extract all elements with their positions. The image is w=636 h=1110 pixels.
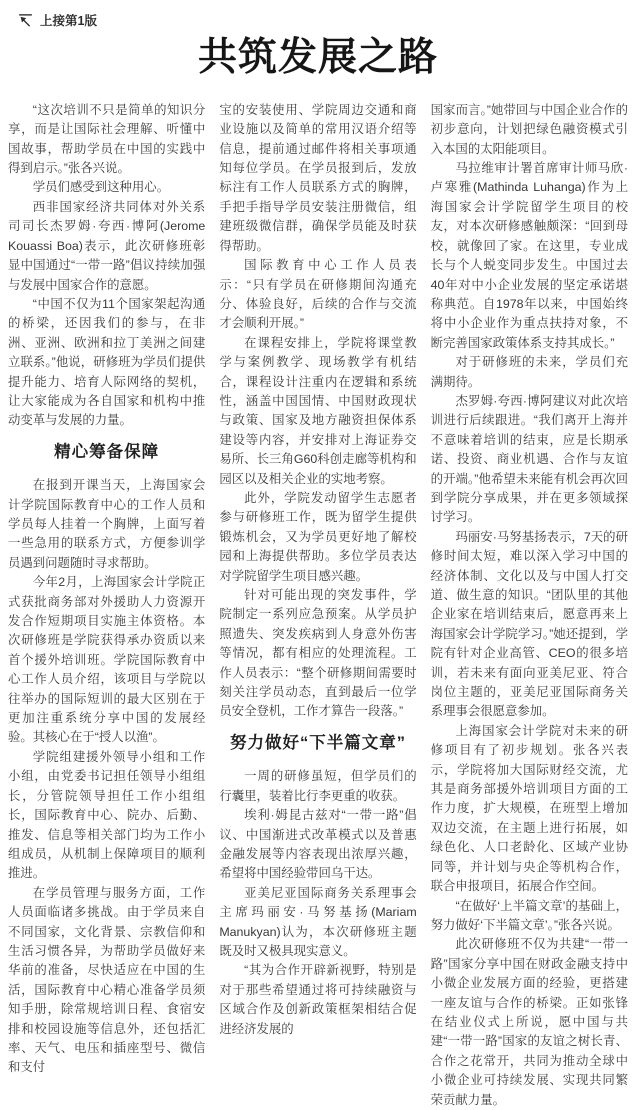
paragraph: 在报到开课当天，上海国家会计学院国际教育中心的工作人员和学员每人挂着一个胸牌，上面写着一些急用的联系方式，方便参训学员遇到问题随时寻求帮助。 [8,478,206,570]
article-column-1 [8,101,205,1078]
paragraph: 玛丽安·马努基扬表示，7天的研修时间太短，难以深入学习中国的经济体制、文化以及与中国人打交道、做生意的知识。“团队里的其他企业家在培训结束后，愿意再来上海国家会计学院学习。”她还提到，学院有针对企业高管、CEO的很多培训，若未来有面向亚美尼亚、符合岗位主题的，亚美尼亚国际商务关系理事会很愿意参加。 [430,529,628,719]
paragraph: 马拉维审计署首席审计师马欣·卢寒雅(Mathinda Luhanga)作为上海国家会计学院留学生项目的校友，对本次研修感触颇深：“回到母校，就像回了家。在这里，专业成长与个人蜕变同步发生。中国过去40年对中小企业发展的坚定承诺堪称典范。自1978年以来，中国始终将中小企业作为重点扶持对象，不断完善国家政策体系支持其成长。” [430,161,628,350]
article-column-3 [431,101,628,1110]
section-heading: 精心筹备保障 [54,442,160,461]
paragraph: “中国不仅为11个国家架起沟通的桥梁，还因我们的参与，在非洲、亚洲、欧洲和拉丁美洲之间建立联系。”他说，研修班为学员们提供提升能力、培育人际网络的契机，让大家能成为各自国家和机构中推动变革与发展的力量。 [8,296,206,428]
article-body [8,101,628,1110]
paragraph: 此外，学院发动留学生志愿者参与研修班工作，既为留学生提供锻炼机会，又为学员更好地了解校园和上海提供帮助。多位学员表达对学院留学生项目感兴趣。 [219,490,417,583]
paragraph: “在做好‘上半篇文章’的基础上，努力做好‘下半篇文章’。”张各兴说。 [430,898,628,932]
paragraph: 上海国家会计学院对未来的研修项目有了初步规划。张各兴表示，学院将加大国际财经交流，尤其是商务部援外培训项目方面的工作力度，扩大规模，在班型上增加双边交流，在主题上进行拓展，如绿色化、人口老龄化、区域产业协同等，并计划与央企等机构合作，联合申报项目，拓展合作空间。 [430,723,628,894]
paragraph-continuation: 国家而言。”她带回与中国企业合作的初步意向，计划把绿色融资模式引入本国的太阳能项目。 [430,102,628,156]
paragraph: 在课程安排上，学院将课堂教学与案例教学、现场教学有机结合，课程设计注重内在逻辑和系统性，涵盖中国国情、中国财政现状与政策、国家及地方融资担保体系建设等内容，并安排对上海证券交易所、长三角G60科创走廊等机构和园区以及相关企业的实地考察。 [219,335,417,486]
article-column-2 [219,101,416,1039]
continued-from-label: 上接第1版 [40,14,97,28]
paragraph: 学员们感受到这种用心。 [32,180,170,195]
paragraph: “其为合作开辟新视野，特别是对于那些希望通过将可持续融资与区域合作及创新政策框架相结合促进经济发展的 [219,963,417,1036]
section-heading: 努力做好“下半篇文章” [229,733,406,752]
continued-from-tag [8,8,628,30]
paragraph: 今年2月，上海国家会计学院正式获批商务部对外援助人力资源开发合作短期项目实施主体资格。本次研修班是学院获得承办资质以来首个援外培训班。学院国际教育中心工作人员介绍，该项目与学院以往举办的国际短训的最大区别在于更加注重系统分享中国的发展经验。其核心在于“授人以渔”。 [8,575,206,745]
paragraph-continuation: 宝的安装使用、学院周边交通和商业设施以及简单的常用汉语介绍等信息，提前通过邮件将相关事项通知每位学员。在学员报到后，发放标注有工作人员联系方式的胸牌，手把手指导学员安装注册微信，组建班级微信群，确保学员能及时获得帮助。 [219,102,417,253]
continued-arrow-icon [18,13,33,28]
paragraph: 在学员管理与服务方面，工作人员面临诸多挑战。由于学员来自不同国家，文化背景、宗教信仰和生活习惯各异，为帮助学员做好来华前的准备，尽快适应在中国的生活，国际教育中心精心准备学员须知手册，除常规培训日程、食宿安排和校园设施等信息外，还包括汇率、天气、电压和插座型号、微信和支付 [8,885,206,1075]
paragraph: “这次培训不只是简单的知识分享，而是让国际社会理解、听懂中国故事，帮助学员在中国的实践中得到启示。”张各兴说。 [8,102,206,176]
paragraph: 针对可能出现的突发事件，学院制定一系列应急预案。从学员护照遗失、突发疾病到人身意外伤害等情况，都有相应的处理流程。工作人员表示：“整个研修期间需要时刻关注学员动态，直到最后一位学员安全登机，工作才算告一段落。” [219,588,417,719]
paragraph: 此次研修班不仅为共建“一带一路”国家分享中国在财政金融支持中小微企业发展方面的经验，更搭建一座友谊与合作的桥梁。正如张锋在结业仪式上所说，愿中国与共建“一带一路”国家的友谊之树长青、合作之花常开，共同为推动全球中小微企业可持续发展、实现共同繁荣贡献力量。 [430,937,628,1107]
paragraph: 西非国家经济共同体对外关系司司长杰罗姆·夸西·博阿(Jerome Kouassi Boa)表示，此次研修班彰显中国通过“一带一路”倡议持续加强与发展中国家合作的意愿。 [8,199,206,292]
paragraph: 对于研修班的未来，学员们充满期待。 [430,355,628,389]
paragraph: 埃利·姆昆古兹对“一带一路”倡议、中国渐进式改革模式以及普惠金融发展等内容表现出浓厚兴趣，希望将中国经验带回乌干达。 [219,808,417,881]
paragraph: 亚美尼亚国际商务关系理事会主席玛丽安·马努基扬(Mariam Manukyan)认为，本次研修班主题既及时又极具现实意义。 [219,885,417,958]
article-title: 共筑发展之路 [197,36,438,79]
paragraph: 一周的研修虽短，但学员们的行囊里，装着比行李更重的收获。 [219,769,417,803]
paragraph: 杰罗姆·夸西·博阿建议对此次培训进行后续跟进。“我们离开上海并不意味着培训的结束，应是长期承诺、投资、商业机遇、合作与友谊的开端。”他希望未来能有机会再次回到学院分享成果，并在更多领域探讨学习。 [430,393,628,525]
paragraph: 学院组建援外领导小组和工作小组，由党委书记担任领导小组组长，分管院领导担任工作小组组长，国际教育中心、院办、后勤、推发、信息等相关部门均为工作小组成员，从机制上保障项目的顺利推进。 [8,749,206,881]
paragraph: 国际教育中心工作人员表示：“只有学员在研修期间沟通充分、体验良好，后续的合作与交流才会顺利开展。” [219,258,417,331]
